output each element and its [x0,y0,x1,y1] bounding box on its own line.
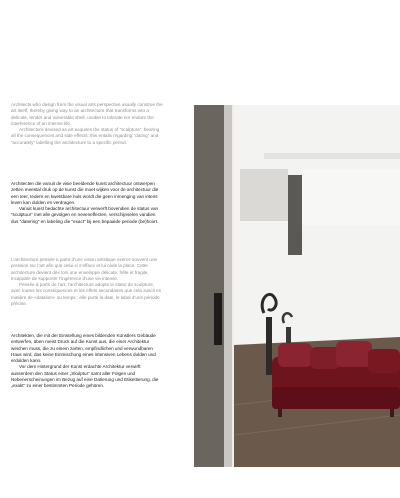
dutch-paragraph-2: Vanuit kunst bedachte architectuur verwerft bovendien de status van “sculptuur” met alle gevolgen en neveneffecten, verschijnselen vandien dus “datering” en labeling die “exact” bij een bepaalde periode (be)hoort. [11,206,159,224]
red-sofa-graphic [272,341,400,417]
english-text-block [11,102,163,146]
interior-photo [194,105,400,467]
english-paragraph-1: Architects who design from the visual arts perspective usually construe the art itself, thereby giving way to an architecture that transforms into a delicate, tender and vulnerable shell, unable to tolerate nor endure the interference of an intense life. [11,102,163,126]
german-text-block [11,333,163,389]
german-paragraph-2: Vor dem Hintergrund der Kunst erdachte Architektur verwirft ausserdem den Status einer „Skulptur“ samt aller Folgen und Nebenerscheinungen im Bezug auf eine Datierung und Etikettierung, die „exakt“ zu einer bestimmten Periode gehören. [11,364,159,388]
english-paragraph-2: Architecture devised as art acquires the status of “sculpture”, bearing all the consequences and side effects: this entails regarding “dating” and “accurately” labelling the architecture to a specific period. [11,127,160,145]
french-text-block [11,257,163,307]
dutch-paragraph-1: Architecten die vanuit de visie beeldende kunst architectuur ontwerpen zetten meestal druk op de kunst die moet wijken voor de architectuur die een teer, tedere en kwetsbare huls wordt die geen inmenging van intens leven kan dulden en verdragen. [11,181,159,205]
dutch-text-block [11,181,163,225]
german-paragraph-1: Architekten, die mit der Einstellung eines bildenden Künstlers Gebäude entwerfen, üben meist Druck auf die Kunst aus, die einer Architektur weichen muss, die zu einem zarten, empfindlichen und verwundbaren Haus wird, das keine Einmischung eines intensiven Lebens dulden und erdulden kann. [11,333,156,363]
french-paragraph-1: L’architecture pensée à partir d’une vision artistique exerce souvent une pression sur l’art afin que celui-ci s’efface et lui cède la place. Cette architecture devient dès lors une enveloppe délicate, frêle et fragile, incapable de supporter l’ingérence d’une vie intense. [11,257,158,281]
french-paragraph-2: Pensée à partir de l’art, l’architecture adopte le statut de sculpture, avec toutes les conséquences et les effets secondaires que cela suscit en matière de «datation» ou temps : elle porte la date, le label d’une période précise. [11,282,162,306]
